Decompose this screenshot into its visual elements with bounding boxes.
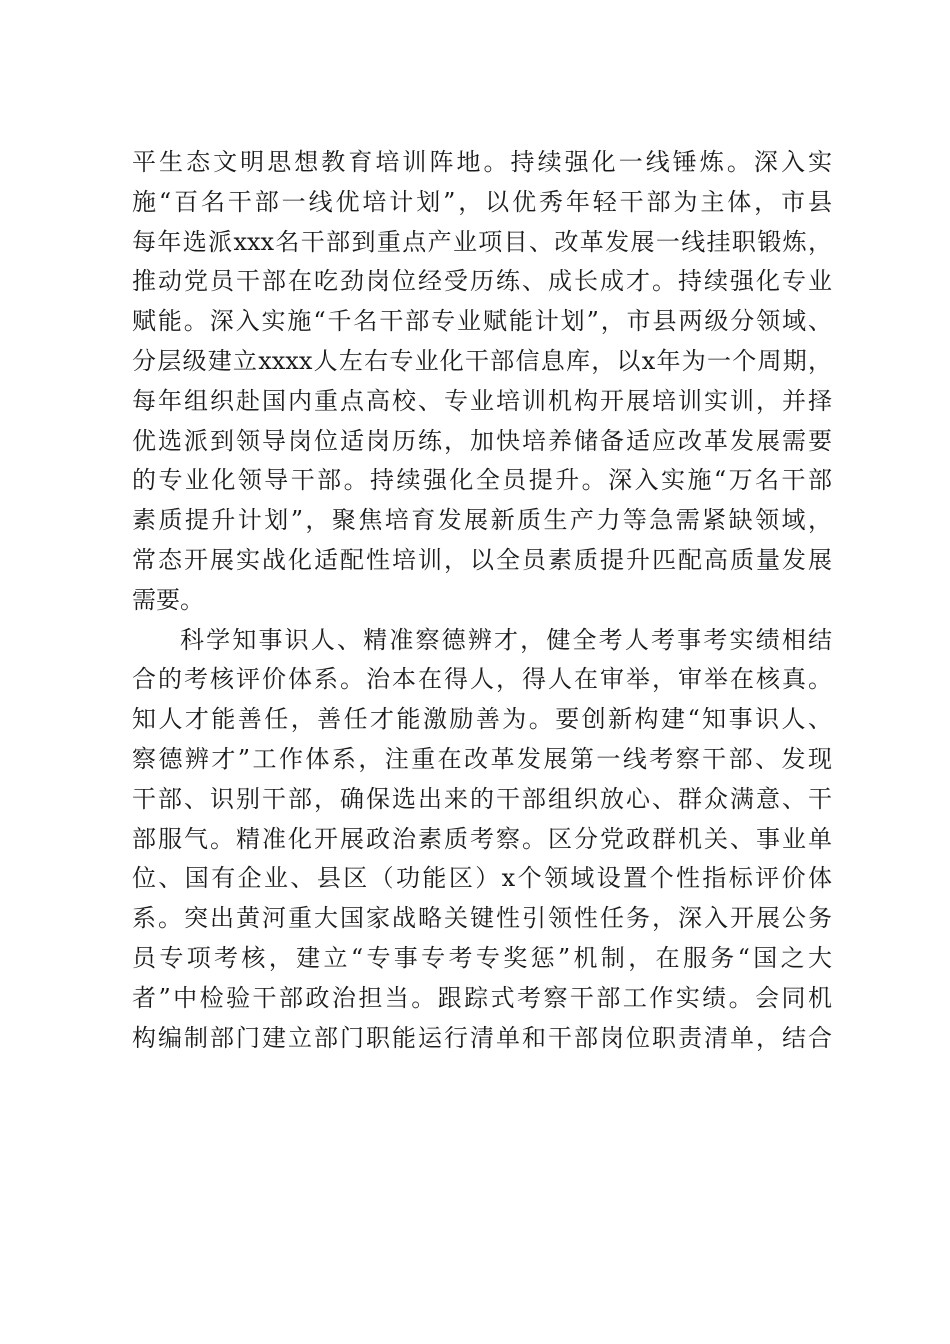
paragraph-1 [132,143,832,621]
text-line: 者”中检验干部政治担当。跟踪式考察干部工作实绩。会同机 [132,983,832,1012]
text-line: 构编制部门建立部门职能运行清单和干部岗位职责清单，结合 [132,1023,832,1052]
text-line: 每年组织赴国内重点高校、专业培训机构开展培训实训，并择 [132,386,832,415]
body-text [132,143,832,1058]
text-line: 科学知事识人、精准察德辨才，健全考人考事考实绩相结 [180,625,832,654]
text-line: 系。突出黄河重大国家战略关键性引领性任务，深入开展公务 [132,904,832,933]
text-line: 素质提升计划”，聚焦培育发展新质生产力等急需紧缺领域， [132,506,832,535]
text-line: 合的考核评价体系。治本在得人，得人在审举，审举在核真。 [132,665,832,694]
text-line: 常态开展实战化适配性培训，以全员素质提升匹配高质量发展 [132,545,832,574]
text-line: 施“百名干部一线优培计划”，以优秀年轻干部为主体，市县 [132,187,832,216]
text-line: 平生态文明思想教育培训阵地。持续强化一线锤炼。深入实 [132,148,832,176]
text-line: 优选派到领导岗位适岗历练，加快培养储备适应改革发展需要 [132,426,832,455]
text-line: 需要。 [132,585,204,614]
text-line: 每年选派xxx名干部到重点产业项目、改革发展一线挂职锻炼， [132,227,832,256]
text-line: 赋能。深入实施“千名干部专业赋能计划”，市县两级分领域、 [132,307,832,336]
paragraph-2 [132,621,832,1059]
text-line: 知人才能善任，善任才能激励善为。要创新构建“知事识人、 [132,705,832,734]
text-line: 位、国有企业、县区（功能区）x个领域设置个性指标评价体 [132,864,832,893]
text-line: 分层级建立xxxx人左右专业化干部信息库，以x年为一个周期， [132,346,832,375]
text-line: 的专业化领导干部。持续强化全员提升。深入实施“万名干部 [132,466,832,495]
text-line: 员专项考核，建立“专事专考专奖惩”机制，在服务“国之大 [132,943,832,972]
text-line: 部服气。精准化开展政治素质考察。区分党政群机关、事业单 [132,824,832,853]
text-line: 推动党员干部在吃劲岗位经受历练、成长成才。持续强化专业 [132,267,832,296]
text-line: 干部、识别干部，确保选出来的干部组织放心、群众满意、干 [132,784,832,813]
text-line: 察德辨才”工作体系，注重在改革发展第一线考察干部、发现 [132,744,832,773]
